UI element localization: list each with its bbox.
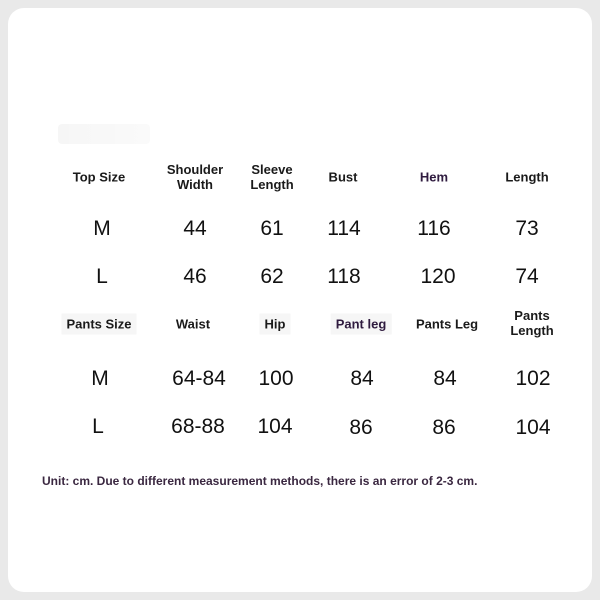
- hip-cell: 104: [257, 415, 293, 438]
- pants-length-cell: 104: [515, 416, 551, 439]
- pant-leg-cell: 84: [350, 367, 374, 390]
- length-cell: 73: [515, 217, 539, 240]
- hem-cell: 116: [417, 217, 451, 240]
- shoulder-width-cell: 46: [183, 265, 207, 288]
- pants-size-cell: L: [92, 415, 104, 438]
- pant-leg-cell: 86: [349, 416, 373, 439]
- sleeve-length-header: Sleeve Length: [250, 162, 294, 192]
- waist-header: Waist: [175, 316, 211, 332]
- faded-watermark: [58, 124, 150, 144]
- pants-size-cell: M: [91, 367, 109, 390]
- shoulder-width-cell: 44: [183, 217, 207, 240]
- hip-header: Hip: [260, 314, 291, 335]
- pants-leg-header: Pants Leg: [415, 316, 479, 332]
- sleeve-length-cell: 61: [260, 217, 284, 240]
- waist-cell: 68-88: [171, 415, 225, 438]
- hem-header: Hem: [419, 169, 449, 185]
- waist-cell: 64-84: [172, 367, 226, 390]
- top-size-cell: M: [93, 217, 111, 240]
- shoulder-width-header: Shoulder Width: [166, 162, 224, 192]
- bust-cell: 118: [327, 265, 361, 288]
- top-size-cell: L: [96, 265, 108, 288]
- hem-cell: 120: [420, 265, 456, 288]
- length-cell: 74: [515, 265, 539, 288]
- pants-length-cell: 102: [515, 367, 551, 390]
- hip-cell: 100: [258, 367, 294, 390]
- pants-leg-cell: 84: [433, 367, 457, 390]
- sleeve-length-cell: 62: [260, 265, 284, 288]
- top-size-header: Top Size: [72, 169, 126, 185]
- bust-header: Bust: [328, 169, 358, 185]
- bust-cell: 114: [327, 217, 361, 240]
- length-header: Length: [505, 169, 549, 185]
- pants-leg-cell: 86: [432, 416, 456, 439]
- size-chart-card: [8, 8, 592, 592]
- pant-leg-header: Pant leg: [331, 314, 392, 335]
- measurement-note: Unit: cm. Due to different measurement methods, there is an error of 2-3 cm.: [42, 474, 478, 488]
- pants-size-header: Pants Size: [61, 314, 136, 335]
- pants-length-header: Pants Length: [510, 308, 554, 338]
